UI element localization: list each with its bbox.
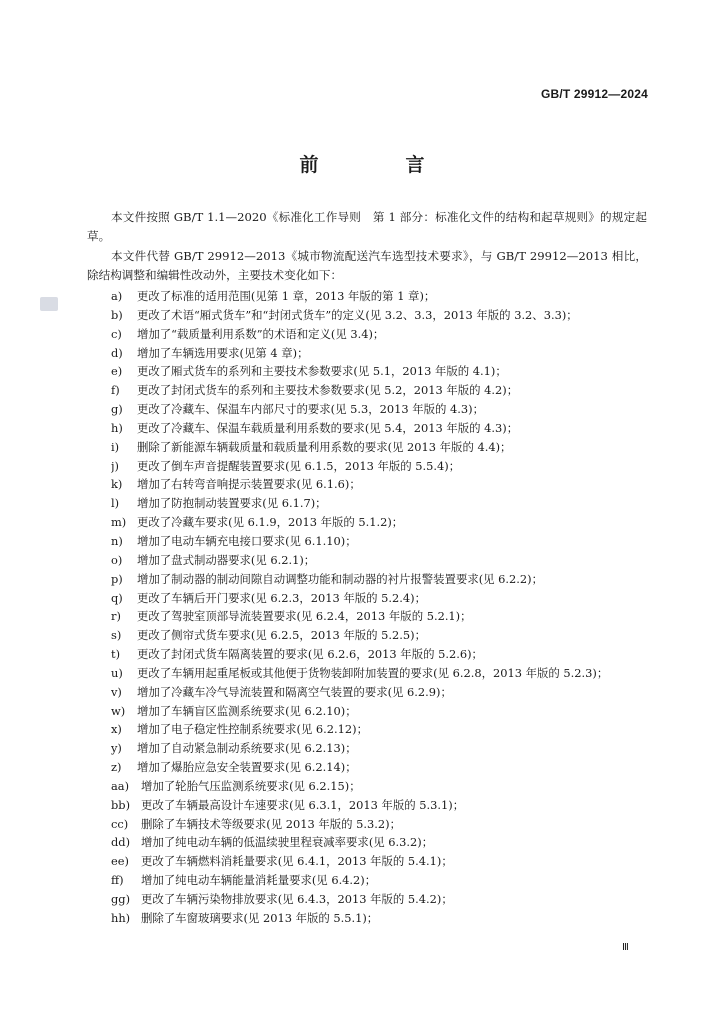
change-item-text: 增加了制动器的制动间隙自动调整功能和制动器的衬片报警装置要求(见 6.2.2)； — [137, 571, 543, 586]
change-item — [111, 344, 651, 363]
change-item-marker: bb) — [111, 797, 131, 812]
change-item-marker: m) — [111, 515, 127, 530]
change-item — [111, 645, 651, 664]
change-item-marker: o) — [111, 552, 123, 567]
change-item — [111, 306, 651, 325]
change-item-marker: e) — [111, 364, 123, 379]
change-item — [111, 796, 651, 815]
change-item-text: 增加了车辆选用要求(见第 4 章)； — [137, 345, 309, 360]
change-item-marker: q) — [111, 590, 123, 605]
change-item-marker: dd) — [111, 835, 131, 850]
watermark-logo — [40, 297, 58, 311]
change-item — [111, 570, 651, 589]
change-item-text: 增加了纯电动车辆能量消耗量要求(见 6.4.2)； — [141, 873, 377, 888]
change-item-marker: f) — [111, 383, 120, 398]
change-item-text: 更改了标准的适用范围(见第 1 章，2013 年版的第 1 章)； — [137, 289, 436, 303]
change-item-text: 更改了封闭式货车的系列和主要技术参数要求(见 5.2，2013 年版的 4.2)； — [137, 383, 519, 398]
change-item — [111, 664, 651, 683]
change-item-text: 更改了厢式货车的系列和主要技术参数要求(见 5.1，2013 年版的 4.1)； — [137, 364, 507, 379]
change-item — [111, 871, 651, 890]
change-item — [111, 325, 651, 344]
change-item-text: 更改了冷藏车、保温车内部尺寸的要求(见 5.3，2013 年版的 4.3)； — [137, 402, 484, 417]
change-item-marker: h) — [111, 420, 123, 435]
change-item-text: 更改了驾驶室顶部导流装置要求(见 6.2.4，2013 年版的 5.2.1)； — [137, 609, 472, 624]
change-item — [111, 532, 651, 551]
change-item-marker: ee) — [111, 854, 129, 869]
change-item — [111, 702, 651, 721]
change-item — [111, 362, 651, 381]
change-item — [111, 438, 651, 457]
change-item — [111, 381, 651, 400]
change-item-marker: t) — [111, 647, 121, 662]
change-item — [111, 833, 651, 852]
change-item — [111, 589, 651, 608]
change-item-text: 增加了轮胎气压监测系统要求(见 6.2.15)； — [141, 778, 361, 793]
change-item-marker: aa) — [111, 778, 130, 793]
change-item-text: 更改了车辆用起重尾板或其他便于货物装卸附加装置的要求(见 6.2.8，2013 年版的 5.2.3)； — [137, 665, 609, 680]
change-item — [111, 890, 651, 909]
change-item-marker: d) — [111, 345, 123, 360]
change-item — [111, 683, 651, 702]
change-item-text: 增加了纯电动车辆的低温续驶里程衰减率要求(见 6.3.2)； — [141, 835, 434, 850]
change-item-text: 增加了防抱制动装置要求(见 6.1.7)； — [137, 496, 327, 511]
change-item-marker: cc) — [111, 816, 129, 831]
change-item-text: 增加了冷藏车冷气导流装置和隔离空气装置的要求(见 6.2.9)； — [137, 684, 452, 699]
change-item — [111, 400, 651, 419]
change-item-marker: k) — [111, 477, 123, 492]
change-item-marker: u) — [111, 665, 123, 680]
change-item — [111, 457, 651, 476]
change-item-text: 删除了车辆技术等级要求(见 2013 年版的 5.3.2)； — [141, 816, 401, 831]
change-item-marker: w) — [111, 703, 126, 718]
change-item-text: 删除了新能源车辆载质量和载质量利用系数的要求(见 2013 年版的 4.4)； — [137, 439, 512, 454]
change-item-marker: i) — [111, 439, 120, 454]
change-item — [111, 419, 651, 438]
change-item — [111, 720, 651, 739]
change-item-marker: p) — [111, 571, 123, 586]
change-item — [111, 626, 651, 645]
page-title: 前 言 — [299, 154, 459, 176]
change-item-marker: ff) — [111, 873, 124, 888]
change-item-text: 更改了冷藏车要求(见 6.1.9，2013 年版的 5.1.2)； — [137, 515, 404, 530]
change-item-marker: a) — [111, 289, 123, 303]
change-item-text: 增加了盘式制动器要求(见 6.2.1)； — [137, 552, 316, 567]
change-item-text: 增加了自动紧急制动系统要求(见 6.2.13)； — [137, 741, 357, 756]
change-item-text: 增加了右转弯音响提示装置要求(见 6.1.6)； — [137, 477, 361, 492]
change-item — [111, 475, 651, 494]
change-item-marker: r) — [111, 609, 121, 624]
standard-number: GB/T 29912—2024 — [540, 87, 648, 101]
technical-changes-list — [111, 287, 651, 928]
change-item-text: 增加了车辆盲区监测系统要求(见 6.2.10)； — [137, 703, 357, 718]
change-item-marker: b) — [111, 307, 123, 322]
change-item — [111, 513, 651, 532]
change-item-text: 更改了车辆燃料消耗量要求(见 6.4.1，2013 年版的 5.4.1)； — [141, 854, 453, 869]
change-item-marker: g) — [111, 402, 123, 417]
change-item-text: 删除了车窗玻璃要求(见 2013 年版的 5.5.1)； — [141, 910, 379, 925]
change-item-text: 更改了术语“厢式货车”和“封闭式货车”的定义(见 3.2、3.3，2013 年版的 3.2、3.3)； — [137, 307, 578, 322]
change-item-text: 增加了电子稳定性控制系统要求(见 6.2.12)； — [137, 722, 368, 737]
change-item-marker: gg) — [111, 892, 131, 906]
change-item — [111, 494, 651, 513]
intro-paragraph-drafting: 本文件按照 GB/T 1.1—2020《标准化工作导则 第 1 部分：标准化文件的结构和起草规则》的规定起草。 — [87, 210, 647, 243]
change-item — [111, 739, 651, 758]
change-item-text: 增加了爆胎应急安全装置要求(见 6.2.14)； — [137, 760, 357, 775]
change-item — [111, 852, 651, 871]
change-item-text: 增加了电动车辆充电接口要求(见 6.1.10)； — [137, 533, 357, 548]
change-item — [111, 287, 651, 306]
change-item-marker: y) — [111, 741, 122, 756]
change-item-text: 更改了倒车声音提醒装置要求(见 6.1.5，2013 年版的 5.5.4)； — [137, 458, 461, 473]
change-item-marker: v) — [111, 684, 122, 699]
change-item — [111, 909, 651, 928]
change-item — [111, 551, 651, 570]
page-number: Ⅲ — [622, 942, 629, 953]
change-item-text: 更改了车辆后开门要求(见 6.2.3，2013 年版的 5.2.4)； — [137, 590, 426, 605]
change-item-text: 更改了冷藏车、保温车载质量利用系数的要求(见 5.4，2013 年版的 4.3)； — [137, 420, 519, 435]
change-item — [111, 777, 651, 796]
change-item-text: 更改了侧帘式货车要求(见 6.2.5，2013 年版的 5.2.5)； — [137, 628, 426, 643]
change-item-text: 更改了车辆最高设计车速要求(见 6.3.1，2013 年版的 5.3.1)； — [141, 797, 465, 812]
change-item — [111, 815, 651, 834]
change-item-marker: z) — [111, 760, 122, 775]
change-item — [111, 758, 651, 777]
change-item-text: 更改了车辆污染物排放要求(见 6.4.3，2013 年版的 5.4.2)； — [141, 892, 453, 906]
change-item-marker: x) — [111, 722, 122, 737]
change-item-marker: j) — [111, 458, 119, 473]
change-item — [111, 607, 651, 626]
change-item-text: 增加了“载质量利用系数”的术语和定义(见 3.4)； — [137, 326, 385, 341]
change-item-marker: c) — [111, 326, 122, 341]
intro-paragraph-replacement: 本文件代替 GB/T 29912—2013《城市物流配送汽车选型技术要求》，与 GB/T 29912—2013 相比，除结构调整和编辑性改动外，主要技术变化如下： — [87, 249, 647, 282]
change-item-marker: n) — [111, 533, 123, 548]
change-item-marker: l) — [111, 496, 120, 511]
change-item-marker: s) — [111, 628, 122, 643]
change-item-marker: hh) — [111, 910, 131, 925]
change-item-text: 更改了封闭式货车隔离装置的要求(见 6.2.6，2013 年版的 5.2.6)； — [137, 647, 483, 662]
